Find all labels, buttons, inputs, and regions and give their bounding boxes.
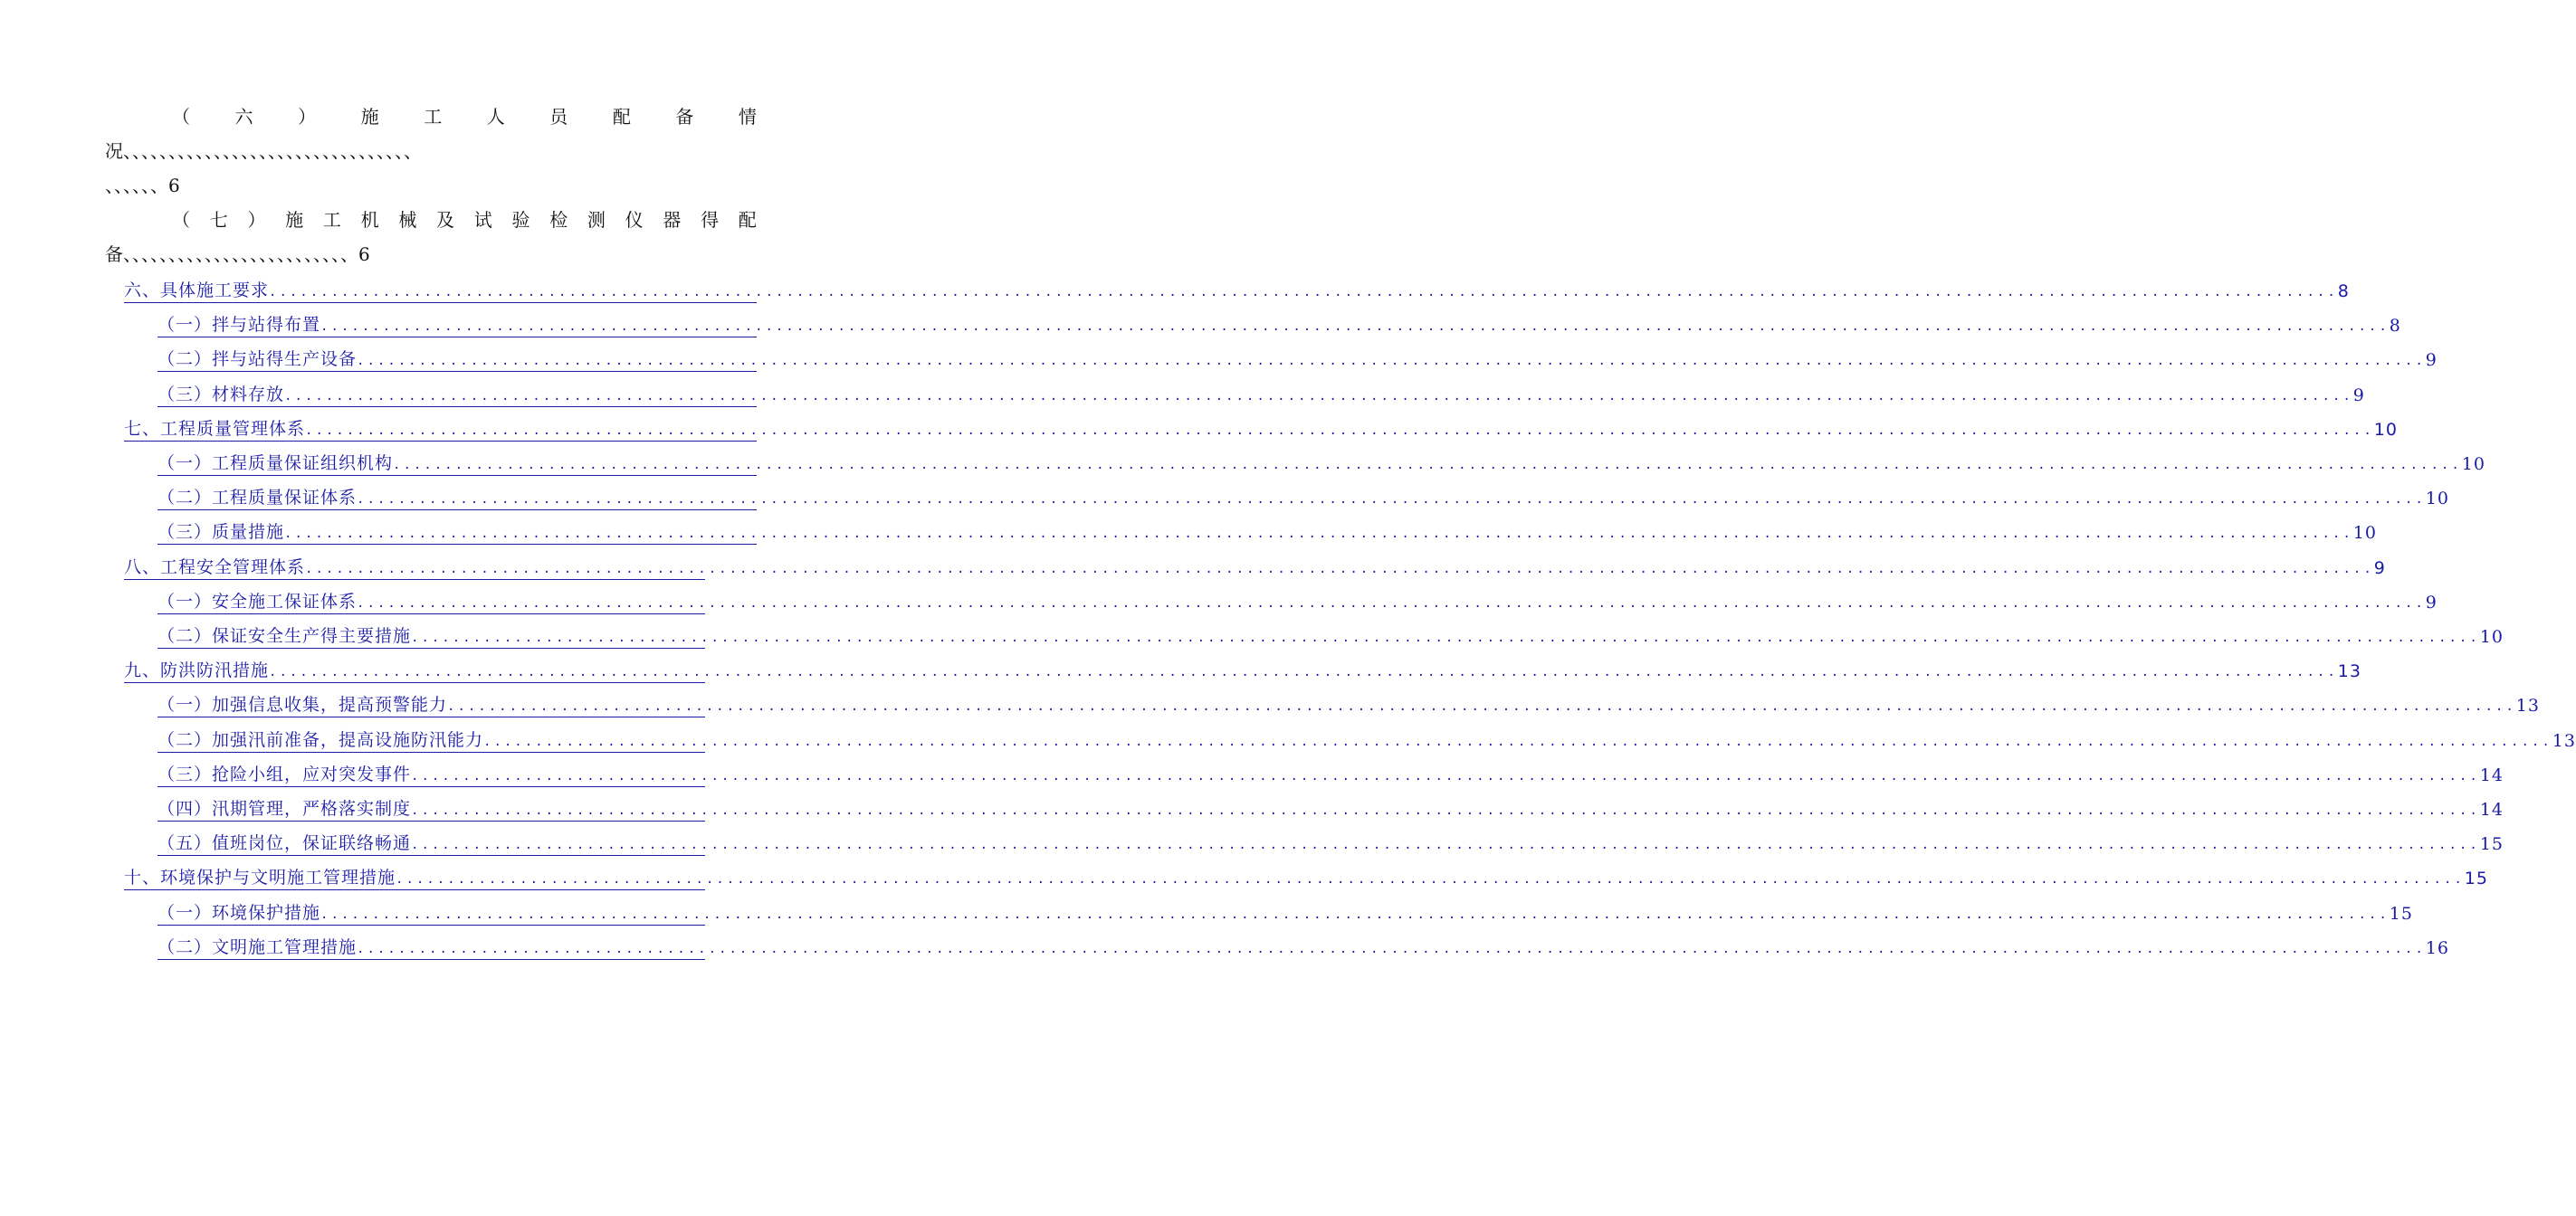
toc-section-link[interactable] [157, 728, 2576, 753]
toc-page-number: 9 [2373, 557, 2386, 578]
heading-char: 械 [398, 209, 417, 231]
heading-char: 配 [612, 106, 631, 128]
heading-char: 器 [663, 209, 682, 231]
toc-section-link[interactable] [157, 797, 2504, 822]
toc-dot-leader: ........................................................................................................................................................................................................ [411, 768, 2480, 784]
heading-char: 及 [436, 209, 455, 231]
toc-chapter-link[interactable] [124, 866, 2488, 890]
toc-entry-label: （二）保证安全生产得主要措施 [157, 626, 412, 646]
toc-dot-leader: ........................................................................................................................................................................................................ [269, 665, 2338, 680]
toc-entry-machinery-heading [105, 203, 757, 237]
toc-entry-label: （一）安全施工保证体系 [157, 591, 358, 612]
toc-page-number: 9 [2425, 350, 2438, 371]
heading-char: 工 [424, 106, 443, 128]
toc-section-link[interactable] [157, 590, 2438, 614]
toc-dot-leader: ........................................................................................................................................................................................................ [411, 803, 2480, 818]
toc-entry-label: （三）材料存放 [157, 384, 285, 404]
heading-char: 试 [473, 209, 492, 231]
toc-page-number: 14 [2479, 765, 2504, 785]
toc-section-link[interactable] [157, 520, 2377, 545]
toc-entry-label: （一）环境保护措施 [157, 902, 321, 923]
toc-section-link[interactable] [157, 486, 2449, 510]
toc-dot-leader: ........................................................................................................................................................................................................ [411, 631, 2480, 645]
toc-dot-leader: ........................................................................................................................................................................................................ [357, 492, 2426, 508]
toc-page-number: 10 [2461, 454, 2485, 474]
toc-page-number: 10 [2373, 419, 2398, 440]
toc-entry-label: （三）抢险小组，应对突发事件 [157, 764, 412, 784]
toc-page-number: 13 [2552, 730, 2576, 751]
heading-char: 验 [511, 209, 530, 231]
toc-dot-leader: ........................................................................................................................................................................................................ [357, 595, 2426, 611]
toc-section-link[interactable] [157, 693, 2540, 717]
toc-entry-label: （一）加强信息收集，提高预警能力 [157, 695, 448, 716]
toc-dot-leader: ........................................................................................................................................................................................................ [320, 319, 2390, 335]
toc-page-number: 8 [2389, 316, 2401, 337]
heading-char: 六 [234, 106, 253, 128]
toc-dot-leader: ........................................................................................................................................................................................................ [305, 423, 2374, 438]
toc-section-link[interactable] [157, 624, 2504, 649]
toc-section-link[interactable] [157, 383, 2365, 407]
toc-page-number: 8 [2337, 281, 2350, 301]
heading-char: 备 [675, 106, 694, 128]
toc-dot-leader: ........................................................................................................................................................................................................ [357, 354, 2426, 369]
heading-char: 工 [322, 209, 341, 231]
toc-section-link[interactable] [157, 831, 2504, 856]
heading-char: 施 [285, 209, 304, 231]
heading-char: 七 [209, 209, 228, 231]
toc-entry-label: （一）拌与站得布置 [157, 315, 321, 336]
toc-section-link[interactable] [157, 763, 2504, 787]
toc-page-number: 13 [2515, 696, 2540, 717]
toc-page-number: 10 [2479, 627, 2504, 647]
toc-entry-label: 八、工程安全管理体系 [124, 556, 306, 577]
toc-chapter-link[interactable] [124, 279, 2350, 303]
toc-section-link[interactable] [157, 901, 2413, 926]
toc-entry-machinery [105, 203, 757, 271]
toc-entry-label: （二）加强汛前准备，提高设施防汛能力 [157, 729, 484, 750]
toc-dot-leader: ........................................................................................................................................................................................................ [396, 872, 2465, 888]
toc-dot-leader: ........................................................................................................................................................................................................ [393, 458, 2462, 472]
toc-entry-label: （五）值班岗位，保证联络畅通 [157, 833, 412, 854]
toc-entry-label: （四）汛期管理，严格落实制度 [157, 799, 412, 819]
toc-chapter-link[interactable] [124, 659, 2361, 683]
toc-page-number: 10 [2425, 489, 2449, 509]
toc-page-number: 15 [2464, 869, 2488, 889]
toc-page-number: 15 [2389, 903, 2413, 924]
toc-entry-label: （一）工程质量保证组织机构 [157, 453, 394, 473]
heading-char: 员 [549, 106, 568, 128]
heading-char: 情 [738, 106, 757, 128]
toc-page-number: 10 [2352, 523, 2377, 544]
toc-dot-leader: ........................................................................................................................................................................................................ [357, 941, 2426, 956]
toc-dot-leader: ........................................................................................................................................................................................................ [411, 838, 2480, 853]
toc-dot-leader: ........................................................................................................................................................................................................ [320, 907, 2390, 922]
toc-entry-label: （二）工程质量保证体系 [157, 488, 358, 508]
heading-char: 配 [738, 209, 757, 231]
toc-section-link[interactable] [157, 347, 2438, 372]
toc-section-link[interactable] [157, 313, 2401, 337]
toc-chapter-link[interactable] [124, 556, 2386, 580]
heading-char: ） [298, 106, 317, 128]
heading-char: 仪 [625, 209, 644, 231]
toc-dot-leader: ........................................................................................................................................................................................................ [284, 527, 2353, 542]
toc-page-number: 13 [2337, 661, 2361, 682]
toc-entry-staffing [105, 100, 757, 203]
heading-char: （ [172, 209, 190, 231]
toc-entry-staffing-leader-2: 、、、、、、6 [105, 175, 180, 196]
toc-entry-label: （二）拌与站得生产设备 [157, 349, 358, 370]
toc-dot-leader: ........................................................................................................................................................................................................ [483, 734, 2552, 749]
heading-char: （ [172, 106, 190, 128]
heading-char: 得 [701, 209, 720, 231]
toc-entry-staffing-leader-1: 况、、、、、、、、、、、、、、、、、、、、、、、、、、、、、、、、 [105, 140, 422, 162]
toc-entry-staffing-heading [105, 100, 757, 134]
toc-section-link[interactable] [157, 936, 2449, 960]
heading-char: ） [247, 209, 266, 231]
toc-entry-label: 七、工程质量管理体系 [124, 418, 306, 439]
toc-entry-label: （二）文明施工管理措施 [157, 936, 358, 957]
toc-entry-label: 十、环境保护与文明施工管理措施 [124, 868, 396, 888]
toc-page-number: 14 [2479, 800, 2504, 820]
toc-entry-label: （三）质量措施 [157, 522, 285, 543]
toc-entry-label: 九、防洪防汛措施 [124, 660, 270, 681]
toc-dot-leader: ........................................................................................................................................................................................................ [284, 388, 2353, 404]
toc-page-number: 9 [2352, 385, 2365, 405]
toc-entry-label: 六、具体施工要求 [124, 280, 270, 300]
toc-section-link[interactable] [157, 451, 2485, 476]
toc-page-number: 9 [2425, 592, 2438, 613]
toc-entry-machinery-leader: 备、、、、、、、、、、、、、、、、、、、、、、、、、6 [105, 243, 370, 265]
toc-dot-leader: ........................................................................................................................................................................................................ [305, 561, 2374, 576]
heading-char: 机 [360, 209, 379, 231]
heading-char: 测 [587, 209, 606, 231]
heading-char: 检 [549, 209, 568, 231]
toc-page-number: 16 [2425, 937, 2449, 958]
heading-char: 人 [486, 106, 505, 128]
toc-page-number: 15 [2479, 834, 2504, 855]
toc-dot-leader: ........................................................................................................................................................................................................ [269, 285, 2338, 299]
toc-chapter-link[interactable] [124, 417, 2398, 442]
heading-char: 施 [360, 106, 379, 128]
toc-dot-leader: ........................................................................................................................................................................................................ [447, 699, 2516, 715]
